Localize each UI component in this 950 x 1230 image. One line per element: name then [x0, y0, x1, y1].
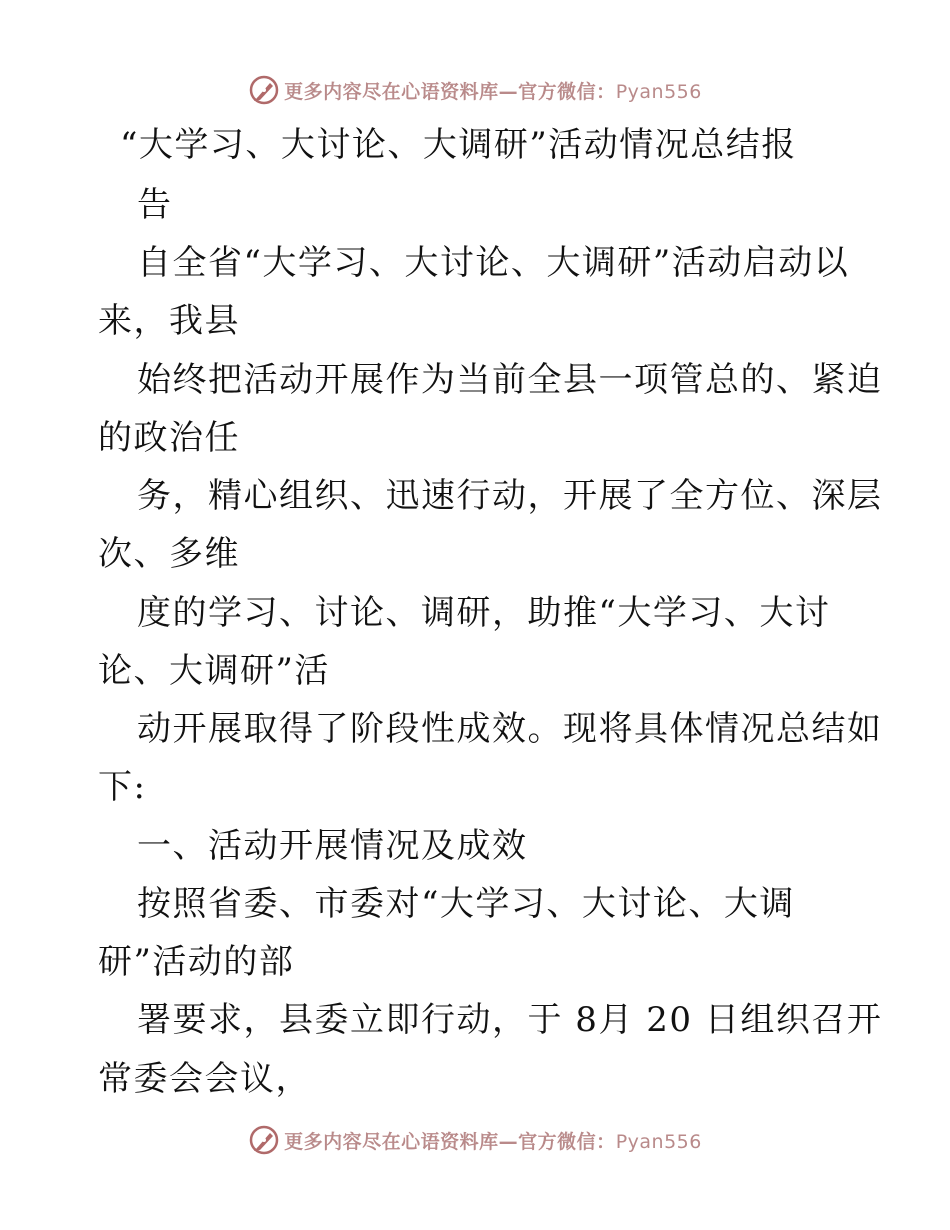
doc-title-line-2: 告 — [137, 185, 173, 225]
doc-paragraph-line: 来，我县 — [98, 301, 240, 341]
doc-paragraph-line: 的政治任 — [98, 418, 240, 458]
header-watermark — [0, 70, 950, 110]
doc-paragraph-line: 次、多维 — [98, 534, 240, 574]
watermark-text: 更多内容尽在心语资料库—官方微信：Pyan556 — [284, 80, 702, 103]
pen-logo-icon — [248, 74, 280, 106]
doc-paragraph-line: 署要求，县委立即行动，于 8月 20 日组织召开 — [137, 1000, 883, 1040]
section-heading: 一、活动开展情况及成效 — [137, 826, 528, 866]
doc-paragraph-line: 始终把活动开展作为当前全县一项管总的、紧迫 — [137, 360, 883, 400]
doc-paragraph-line: 度的学习、讨论、调研，助推“大学习、大讨 — [137, 593, 831, 633]
doc-paragraph-line: 论、大调研”活 — [98, 651, 330, 691]
doc-paragraph-line: 务，精心组织、迅速行动，开展了全方位、深层 — [137, 476, 883, 516]
footer-watermark — [0, 1120, 950, 1160]
doc-paragraph-line: 常委会会议， — [98, 1059, 311, 1099]
watermark-text: 更多内容尽在心语资料库—官方微信：Pyan556 — [284, 1130, 702, 1153]
doc-paragraph-line: 按照省委、市委对“大学习、大讨论、大调 — [137, 884, 795, 924]
doc-title-line-1: “大学习、大讨论、大调研”活动情况总结报 — [120, 125, 797, 165]
doc-paragraph-line: 自全省“大学习、大讨论、大调研”活动启动以 — [137, 243, 850, 283]
doc-paragraph-line: 动开展取得了阶段性成效。现将具体情况总结如 — [137, 709, 883, 749]
pen-logo-icon — [248, 1124, 280, 1156]
doc-paragraph-line: 研”活动的部 — [98, 942, 295, 982]
doc-paragraph-line: 下: — [98, 767, 147, 807]
